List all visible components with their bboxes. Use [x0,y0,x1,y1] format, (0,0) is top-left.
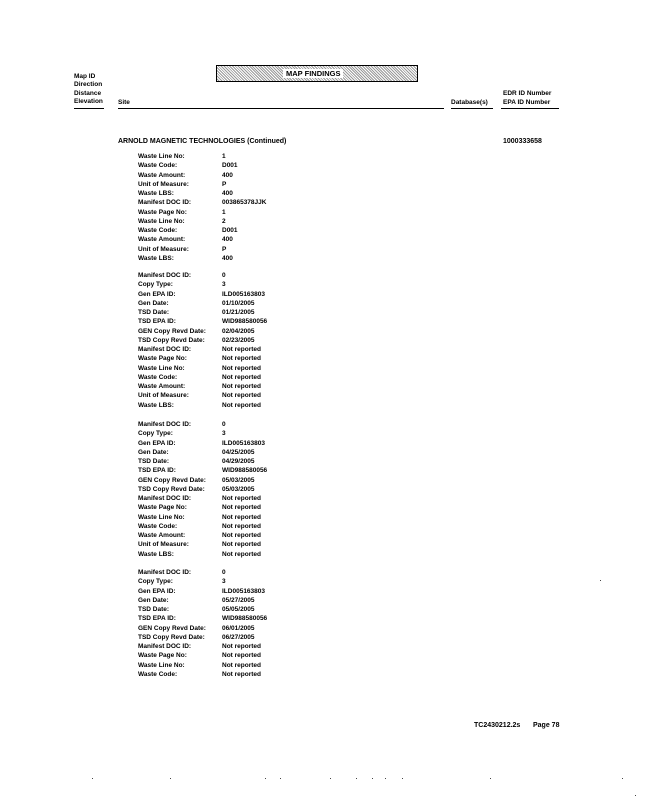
header-rule-site [118,108,444,109]
field-value: 3 [222,281,226,289]
header-direction: Direction [74,81,103,88]
field-value: 1 [222,153,226,160]
field-label: Waste Code: [138,373,178,381]
scan-speck [600,580,601,581]
field-label: Waste Code: [138,227,178,234]
field-label: GEN Copy Revd Date: [138,327,206,335]
field-label: Manifest DOC ID: [138,643,192,650]
field-value: P [222,180,227,188]
field-value: Not reported [222,504,261,512]
field-value: Not reported [222,532,261,539]
scan-speck [356,778,357,779]
field-value: D001 [222,227,238,234]
field-label: Waste LBS: [138,550,174,558]
field-label: Waste Page No: [138,355,187,363]
field-label: Waste LBS: [138,254,174,262]
field-label: Unit of Measure: [138,392,189,400]
field-label: TSD Date: [138,458,170,465]
field-value: Not reported [222,541,261,549]
field-label: Copy Type: [138,578,173,586]
field-value: WID988580056 [222,615,268,623]
scan-speck [280,778,281,779]
field-value: 3 [222,578,226,586]
field-value: 400 [222,190,233,197]
field-value: 0 [222,569,226,576]
field-label: Copy Type: [138,281,173,289]
field-label: Gen EPA ID: [138,290,176,298]
field-label: Gen Date: [138,596,169,604]
header-rule-database [451,108,493,109]
field-label: TSD EPA ID: [138,615,176,623]
field-label: TSD Date: [138,309,170,316]
field-value: 04/25/2005 [222,448,255,456]
field-label: Gen EPA ID: [138,439,176,447]
field-value: ILD005163803 [222,290,266,298]
field-value: 2 [222,217,226,225]
field-label: Manifest DOC ID: [138,569,192,576]
field-value: Not reported [222,401,261,409]
field-label: TSD Copy Revd Date: [138,633,205,641]
field-label: Waste Line No: [138,661,185,669]
field-label: Waste Page No: [138,208,187,216]
header-edr-id: EDR ID Number [503,90,552,97]
field-label: Unit of Measure: [138,180,189,188]
scan-speck [92,778,93,779]
field-label: Waste Code: [138,670,178,678]
field-value: ILD005163803 [222,439,266,447]
field-label: Waste Code: [138,162,178,170]
map-findings-banner [216,65,418,82]
header-elevation: Elevation [74,98,103,105]
field-label: TSD EPA ID: [138,467,176,475]
field-value: Not reported [222,661,261,669]
field-value: 01/21/2005 [222,309,255,316]
field-value: Not reported [222,346,261,353]
field-value: 1 [222,208,226,216]
header-epa-id: EPA ID Number [503,99,551,106]
field-value: Not reported [222,652,261,660]
field-value: 3 [222,430,226,438]
field-label: Unit of Measure: [138,245,189,253]
field-value: 400 [222,254,233,262]
field-value: 02/04/2005 [222,327,255,335]
field-label: Waste Line No: [138,364,185,372]
field-label: Waste Page No: [138,652,187,660]
field-value: 05/03/2005 [222,476,255,484]
field-label: TSD Date: [138,606,170,613]
header-map-id: Map ID [74,73,96,80]
banner-title: MAP FINDINGS [283,69,343,78]
field-label: Waste Amount: [138,171,186,179]
field-value: Not reported [222,383,261,390]
scan-speck [170,778,171,779]
field-label: Waste Amount: [138,532,186,539]
footer-page: Page 78 [533,722,560,729]
field-value: Not reported [222,495,261,502]
field-label: Gen EPA ID: [138,587,176,595]
field-value: 04/29/2005 [222,458,255,465]
field-value: D001 [222,162,238,170]
header-rule-left [74,108,104,109]
field-value: Not reported [222,522,261,530]
field-label: GEN Copy Revd Date: [138,624,206,632]
header-databases: Database(s) [451,99,488,106]
field-label: Manifest DOC ID: [138,421,192,428]
facility-edr-id: 1000333658 [503,138,542,145]
field-label: Waste LBS: [138,401,174,409]
field-value: Not reported [222,355,261,363]
field-value: Not reported [222,643,261,650]
field-value: 0 [222,272,226,279]
field-value: 06/27/2005 [222,633,255,641]
header-site: Site [118,99,130,106]
field-label: Waste Amount: [138,236,186,244]
field-label: Manifest DOC ID: [138,199,192,207]
scan-speck [372,778,373,779]
field-value: 05/03/2005 [222,485,255,493]
field-value: Not reported [222,550,261,558]
scan-speck [330,778,331,779]
field-value: 01/10/2005 [222,299,255,307]
scan-speck [635,795,636,796]
scan-speck [265,778,266,779]
field-value: 003865378JJK [222,199,267,207]
field-value: Not reported [222,373,261,381]
field-label: Gen Date: [138,299,169,307]
field-label: Waste Code: [138,522,178,530]
field-value: 400 [222,236,233,244]
field-value: WID988580056 [222,467,268,475]
field-label: Waste Page No: [138,504,187,512]
field-label: TSD Copy Revd Date: [138,485,205,493]
field-value: ILD005163803 [222,587,266,595]
field-value: Not reported [222,392,261,400]
field-value: 0 [222,421,226,428]
field-value: 06/01/2005 [222,624,255,632]
field-value: 05/05/2005 [222,606,255,613]
field-label: Waste Line No: [138,217,185,225]
field-label: Copy Type: [138,430,173,438]
field-label: Gen Date: [138,448,169,456]
field-label: TSD EPA ID: [138,318,176,326]
scan-speck [402,778,403,779]
field-label: Waste Line No: [138,153,185,160]
footer-doc-number: TC2430212.2s [474,722,521,729]
header-rule-ids [501,108,559,109]
field-label: Waste Amount: [138,383,186,390]
field-label: Manifest DOC ID: [138,346,192,353]
field-value: WID988580056 [222,318,268,326]
field-value: Not reported [222,364,261,372]
field-value: 400 [222,171,233,179]
facility-name: ARNOLD MAGNETIC TECHNOLOGIES (Continued) [118,138,287,145]
scan-speck [385,778,386,779]
field-value: 05/27/2005 [222,596,255,604]
field-label: Manifest DOC ID: [138,272,192,279]
field-value: Not reported [222,670,261,678]
field-label: Waste LBS: [138,190,174,197]
field-label: GEN Copy Revd Date: [138,476,206,484]
field-label: TSD Copy Revd Date: [138,336,205,344]
field-label: Unit of Measure: [138,541,189,549]
field-value: P [222,245,227,253]
scan-speck [622,778,623,779]
field-label: Waste Line No: [138,513,185,521]
field-label: Manifest DOC ID: [138,495,192,502]
field-value: 02/23/2005 [222,336,255,344]
scan-speck [490,778,491,779]
header-distance: Distance [74,90,102,97]
field-value: Not reported [222,513,261,521]
